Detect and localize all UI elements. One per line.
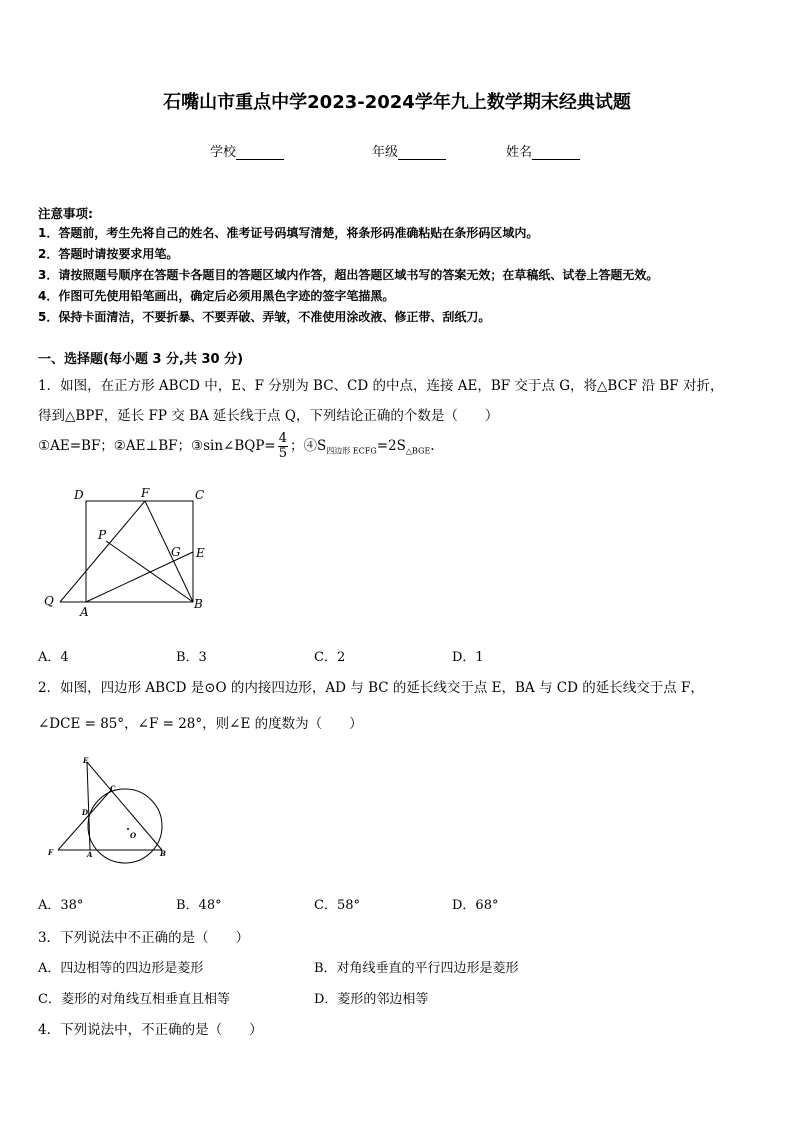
segment-ae xyxy=(86,552,193,602)
q2-text-line1: 2．如图，四边形 ABCD 是⊙O 的内接四边形，AD 与 BC 的延长线交于点 E，BA 与 CD 的延长线交于点 F， xyxy=(38,680,704,696)
segment-fb xyxy=(145,501,193,602)
label-o: O xyxy=(130,831,137,840)
subscript: 四边形 ECFG xyxy=(326,446,377,456)
q1-option-a[interactable]: A．4 xyxy=(38,650,69,665)
q1-text-line2: 得到△BPF，延长 FP 交 BA 延长线于点 Q，下列结论正确的个数是（ ） xyxy=(38,408,499,424)
label-c: C xyxy=(110,784,116,793)
q1-figure xyxy=(36,480,236,620)
label-b: B xyxy=(194,597,203,611)
q2-option-a[interactable]: A．38° xyxy=(38,898,84,913)
fraction-denominator: 5 xyxy=(278,446,288,461)
note-item: 4．作图可先使用铅笔画出，确定后必须用黑色字迹的签字笔描黑。 xyxy=(38,289,395,303)
school-blank[interactable] xyxy=(236,147,284,160)
q2-option-b[interactable]: B．48° xyxy=(176,898,222,913)
label-e: E xyxy=(196,546,205,560)
q1-statements xyxy=(38,432,435,461)
label-q: Q xyxy=(44,594,54,608)
fraction-numerator: 4 xyxy=(278,431,288,446)
q1-text-line1: 1．如图，在正方形 ABCD 中，E、F 分别为 BC、CD 的中点，连接 AE，BF 交于点 G，将△BCF 沿 BF 对折， xyxy=(38,378,724,394)
notes-heading: 注意事项: xyxy=(38,206,93,221)
name-blank[interactable] xyxy=(532,147,580,160)
section-heading: 一、选择题(每小题 3 分,共 30 分) xyxy=(38,352,244,367)
q1-option-d[interactable]: D．1 xyxy=(452,650,484,665)
grade-field[interactable] xyxy=(372,141,446,160)
label-a: A xyxy=(87,850,93,859)
fraction xyxy=(278,432,288,461)
name-field[interactable] xyxy=(506,141,580,160)
q1-stmt-b: ；④S xyxy=(290,438,327,454)
q1-option-c[interactable]: C．2 xyxy=(314,650,346,665)
school-label: 学校 xyxy=(210,145,237,160)
label-f: F xyxy=(141,486,150,500)
grade-label: 年级 xyxy=(372,145,399,160)
label-p: P xyxy=(98,528,107,542)
segment-eb xyxy=(87,762,162,850)
note-item: 2．答题时请按要求用笔。 xyxy=(38,247,179,261)
label-c: C xyxy=(195,488,205,502)
q2-option-d[interactable]: D．68° xyxy=(452,898,499,913)
label-d: D xyxy=(74,488,84,502)
q1-stmt-c: =2S xyxy=(376,438,406,454)
q4-text: 4．下列说法中，不正确的是（ ） xyxy=(38,1022,263,1038)
label-d: D xyxy=(82,808,89,817)
q1-stmt-end: . xyxy=(430,438,435,454)
label-g: G xyxy=(171,545,181,559)
segment-fc xyxy=(58,789,112,850)
q2-text-line2: ∠DCE = 85°，∠F = 28°，则∠E 的度数为（ ） xyxy=(38,716,363,732)
segment-ea xyxy=(87,762,90,850)
note-item: 1．答题前，考生先将自己的姓名、准考证号码填写清楚，将条形码准确粘贴在条形码区域内。 xyxy=(38,226,539,240)
q3-text: 3．下列说法中不正确的是（ ） xyxy=(38,930,250,946)
label-f: F xyxy=(48,848,53,857)
q3-option-b[interactable]: B．对角线垂直的平行四边形是菱形 xyxy=(314,961,519,976)
note-item: 3．请按照题号顺序在答题卡各题目的答题区域内作答，超出答题区域书写的答案无效；在草稿纸、试卷上答题无效。 xyxy=(38,268,659,282)
label-e: E xyxy=(83,756,89,765)
q3-option-a[interactable]: A．四边相等的四边形是菱形 xyxy=(38,961,204,976)
note-item: 5．保持卡面清洁，不要折暴、不要弄破、弄皱，不准使用涂改液、修正带、刮纸刀。 xyxy=(38,310,491,324)
q1-stmt-a: ①AE=BF；②AE⊥BF；③sin∠BQP= xyxy=(38,438,276,454)
page-title: 石嘴山市重点中学2023-2024学年九上数学期末经典试题 xyxy=(163,92,631,113)
segment-fq xyxy=(60,501,145,602)
q3-option-d[interactable]: D．菱形的邻边相等 xyxy=(314,992,429,1007)
q2-option-c[interactable]: C．58° xyxy=(314,898,360,913)
school-field[interactable] xyxy=(210,141,284,160)
circle-o xyxy=(88,789,162,863)
name-label: 姓名 xyxy=(506,145,533,160)
label-a: A xyxy=(80,605,89,619)
grade-blank[interactable] xyxy=(398,147,446,160)
q1-option-b[interactable]: B．3 xyxy=(176,650,207,665)
q2-figure xyxy=(40,752,180,867)
subscript: △BGE xyxy=(405,446,431,456)
center-point xyxy=(127,828,129,830)
q3-option-c[interactable]: C．菱形的对角线互相垂直且相等 xyxy=(38,992,230,1007)
label-b: B xyxy=(160,849,166,858)
